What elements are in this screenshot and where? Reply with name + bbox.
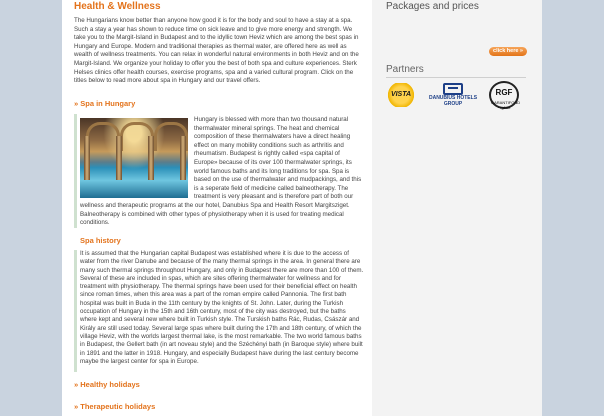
thermal-bath-photo bbox=[80, 118, 188, 198]
danubius-mark-icon bbox=[443, 83, 463, 95]
page-left-margin bbox=[0, 0, 62, 416]
main-content bbox=[62, 0, 372, 416]
page-right-margin bbox=[542, 0, 604, 416]
sidebar bbox=[372, 0, 542, 416]
rgf-name: RGF bbox=[495, 88, 513, 97]
danubius-name: DANUBIUS HOTELS bbox=[428, 95, 478, 101]
partners-title: Partners bbox=[386, 64, 424, 75]
rgf-sub: GARANTIFOND · rgf.no bbox=[491, 100, 521, 110]
spa-in-hungary-section bbox=[74, 114, 364, 228]
spa-history-section bbox=[74, 250, 364, 372]
intro-text: The Hungarians know better than anyone how good it is for the body and soul to have a stay at a spa. Such a stay a year has shown to reduce time on sick leave and to give more energy and strength. We take you to the Margit-Island in Budapest and to the idyllic town Heviz which are among the best spas in Hungary and Europe. Modern and traditional therapies as thermal water, are offered here as well as wealth of wellness treatments. You can relax in wonderful natural environments in both Heviz and on the Margit-Island. We organize your holiday to offer you the best of both spa and culture experiences. Sterk Helses clinics offer health courses, exercise programs, spa and a varied cultural program. Click on the titles below to read more about spa in Hungary and our travel offers. bbox=[74, 17, 359, 85]
spa-history-heading: Spa history bbox=[80, 236, 121, 245]
therapeutic-holidays-link[interactable]: » Therapeutic holidays bbox=[74, 402, 156, 411]
spa-in-hungary-link[interactable]: » Spa in Hungary bbox=[74, 99, 136, 108]
healthy-holidays-link[interactable]: » Healthy holidays bbox=[74, 380, 140, 389]
packages-title: Packages and prices bbox=[386, 1, 479, 12]
vista-logo[interactable]: VISTA bbox=[387, 83, 415, 107]
page-title: Health & Wellness bbox=[74, 1, 161, 12]
click-here-button[interactable]: click here » bbox=[489, 47, 527, 56]
rgf-logo[interactable] bbox=[489, 81, 519, 109]
spa-in-hungary-text: Hungary is blessed with more than two thousand natural thermalwater mineral springs. The heat and chemical composition of these thermalwaters have a direct healing effect on many mobility conditions such as arthritis and rheumatism. Budapest is rightly called «spa capital of Europe» because of its over 100 thermalwater springs, its world famous baths and its long traditions for spa. Spa is based on the use of thermalwater and mudpackings, and this is a seperate field of medicine called balneotherapy. The treatment is very pleasant and is therefore part of both our wellness and therapeutic programs at the our hotel, Danubius Spa and Health Resort Margitsziget. Balneotherapy is combined with other types of physiotherapy when it is used for treating medical conditions. bbox=[80, 116, 362, 227]
spa-history-text: It is assumed that the Hungarian capital Budapest was established where it is due to the access of water from the river Danube and because of the many thermal springs in the area. In general there are many such thermal springs throughout Hungary, and only in Budapest there are more than 100 of them. Several of these are included in spas, which are sites offering thermalwater for wellness and for treatment with physiotherapy. The thermal springs have been used for their beneficial effect on health since roman times, when this area was a part of the roman empire called Pannonia. The first bath hospital was built in Buda in the 11th century by the knights of St. John. Later, during the Turkish occupation of Hungary in the 15th and 16th century, most of the city was destroyed, but the baths where kept and several new where built in Turkish style. The Turskish baths Rác, Rudas, Császár and Király are still used today. Several large spas where built during the 17th and 18th century, of which the village Heviz, with the worlds largest thermal lake, is the most remarkable. The two world famous baths in Budapest, the Gellert bath (in art noveau style) and the Széchényi bath (in Baroque style) where built in 1891 and the latter in 1918. Hungary, and especially Budapest have during the last century become maybe the largest center for spa in Europe. bbox=[80, 250, 364, 365]
danubius-sub: GROUP bbox=[443, 101, 463, 107]
partners-divider bbox=[386, 77, 526, 78]
danubius-logo[interactable] bbox=[422, 83, 484, 107]
